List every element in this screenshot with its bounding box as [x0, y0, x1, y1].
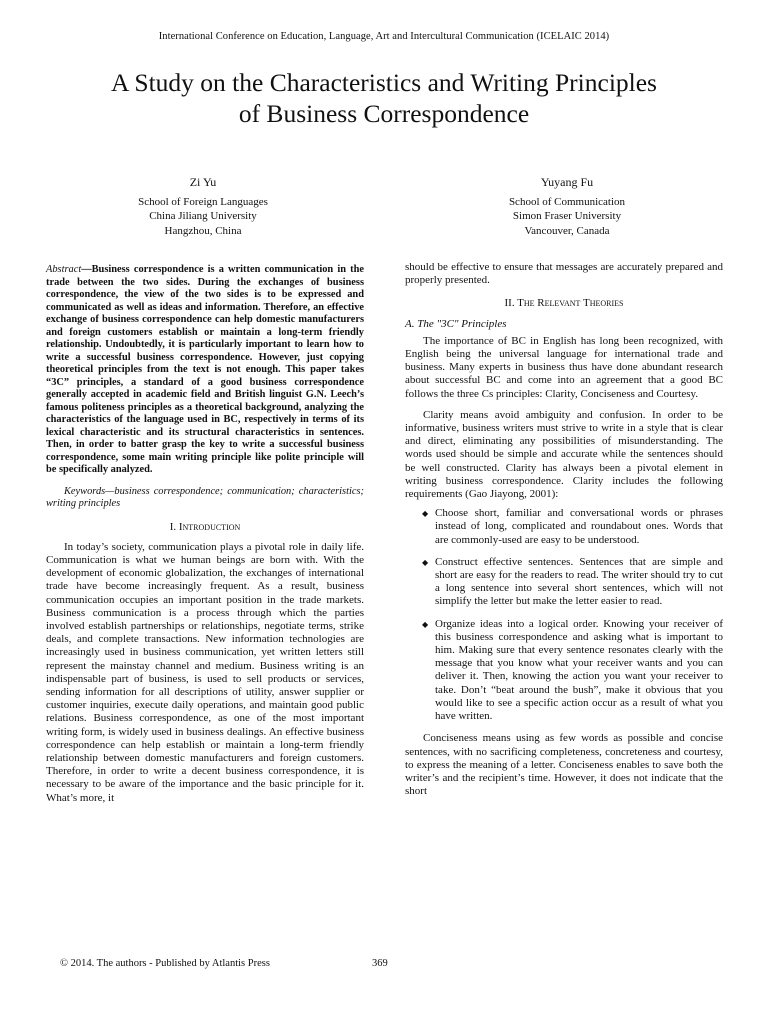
- abstract-dash: —: [81, 264, 92, 275]
- section-heading-relevant-theories: II. The Relevant Theories: [504, 297, 624, 310]
- keywords: Keywords—business correspondence; communication; characteristics; writing principles: [46, 485, 364, 509]
- subsection-heading-3c: A. The "3C" Principles: [405, 317, 507, 330]
- copyright-notice: © 2014. The authors - Published by Atlantis Press: [60, 958, 270, 969]
- abstract-label: Abstract: [46, 264, 82, 275]
- clarity-paragraph: Clarity means avoid ambiguity and confusion. In order to be informative, business writers must strive to write in a style that is clear and direct, eliminating any possibilities of misunderstanding. The words used should be simple and accurate while the sentences should be well constructed. Clarity has always been a pivotal element in writing business correspondence. Clarity includes the following requirements (Gao Jiayong, 2001):: [405, 408, 723, 501]
- author-university: Simon Fraser University: [512, 210, 622, 222]
- page-number: 369: [372, 958, 388, 969]
- list-item-text: Organize ideas into a logical order. Knowing your receiver of this business correspondence and asking what is important to him. Making sure that every sentence resonates clearly with the message that you know what your receiver wants and you can deliver it. Then, knowing the action you want your receiver to take. Don’t “beat around the bush”, make it obvious that you would like to see a specific action occur as a result of what you have written.: [435, 617, 723, 723]
- author-name: Yuyang Fu: [540, 175, 594, 189]
- abstract-text: Business correspondence is a written communication in the trade between the two sides. During the exchanges of business correspondence, the view of the two sides is to be expressed and communicated as well as ideas and information. Therefore, an effective exchange of business correspondence can help domestic manufacturers and foreign customers establish or maintain a long-term friendly relationship. Undoubtedly, it is particularly important to learn how to write a successful business correspondence. However, just copying theoretical principles from the text is not enough. This paper takes “3C” principles, a standard of a good business correspondence generally accepted in academic field and British linguist G.N. Leech’s famous politeness principles as a theoretical background, analyzing the characteristics of the language used in BC, respectively in terms of its lexical characteristic and its structural characteristics in sentences. Then, in order to batter grasp the key to write a successful business correspondence, some main writing principle like polite principle will be specifically analyzed.: [46, 264, 364, 475]
- author-city: Hangzhou, China: [164, 224, 242, 237]
- conference-header: International Conference on Education, Language, Art and Intercultural Communication (ICELAIC 2014): [158, 31, 610, 42]
- diamond-bullet-icon: ◆: [422, 557, 429, 567]
- list-item-text: Choose short, familiar and conversational words or phrases instead of long, complicated and roundabout ones. Words that are commonly-used are easy to be understood.: [435, 507, 723, 546]
- section-heading-introduction: I. Introduction: [169, 520, 241, 533]
- author-university: China Jiliang University: [149, 210, 257, 222]
- left-column: [46, 264, 364, 805]
- diamond-bullet-icon: ◆: [422, 509, 429, 519]
- theories-paragraph-1: The importance of BC in English has long been recognized, with English being the universal language for international trade and business. Many experts in business thus have done abundant research about successful BC and come into an agreement that a good BC follows the three Cs principles: Clarity, Conciseness and Courtesy.: [405, 334, 723, 400]
- author-block-2: [437, 175, 697, 238]
- author-city: Vancouver, Canada: [524, 224, 610, 237]
- page-footer: [60, 958, 720, 972]
- right-column: [405, 261, 723, 798]
- abstract: [46, 264, 364, 477]
- title-line-2: of Business Correspondence: [238, 99, 530, 128]
- continuation-paragraph: should be effective to ensure that messages are accurately prepared and properly presented.: [405, 261, 723, 287]
- list-item: [422, 617, 723, 724]
- list-item-text: Construct effective sentences. Sentences that are simple and short are easy for the readers to read. The writer should try to cut a long sentence into several short sentences, which will not simplify the letter but make the letter easier to read.: [435, 555, 723, 608]
- clarity-requirements-list: [405, 507, 723, 723]
- author-block-1: [73, 175, 333, 238]
- list-item: [422, 507, 723, 547]
- author-dept: School of Communication: [508, 195, 626, 208]
- list-item: [422, 555, 723, 609]
- introduction-paragraph: In today’s society, communication plays a pivotal role in daily life. Communication is what we human beings are born with. With the development of economic globalization, the exchanges of international trade have become increasingly frequent. As a result, business communication occupies an important position in the trade markets. Business communication is a process through which the parties involved establish partnerships or relationships, negotiate terms, strike deals, and complete transactions. New information technologies are increasingly used in business communication, yet written letters still represent the mainstay channel and medium. Business writing is an indispensable part of business, is used to sell products or services, sending information for all descriptions of utility, answer supplier or customer inquiries, execute daily operations, and maintain good public relations. Business correspondence, as one of the most important writing form, is widely used in business dealings. An effective business correspondence can help establish or maintain a long-term friendly relationship between domestic manufacturers and foreign customers. Therefore, in order to write a decent business correspondence, it is necessary to be aware of the importance and the basic principle for it. What’s more, it: [46, 540, 364, 804]
- diamond-bullet-icon: ◆: [422, 619, 429, 629]
- conciseness-paragraph: Conciseness means using as few words as possible and concise sentences, with no sacrificing completeness, concreteness and courtesy, to express the meaning of a letter. Conciseness enables to save both the writer’s and the recipient’s time. However, it does not indicate that the short: [405, 732, 723, 798]
- paper-title: [30, 67, 738, 129]
- author-dept: School of Foreign Languages: [138, 195, 268, 208]
- author-name: Zi Yu: [189, 175, 217, 189]
- title-line-1: A Study on the Characteristics and Writing Principles: [111, 68, 657, 97]
